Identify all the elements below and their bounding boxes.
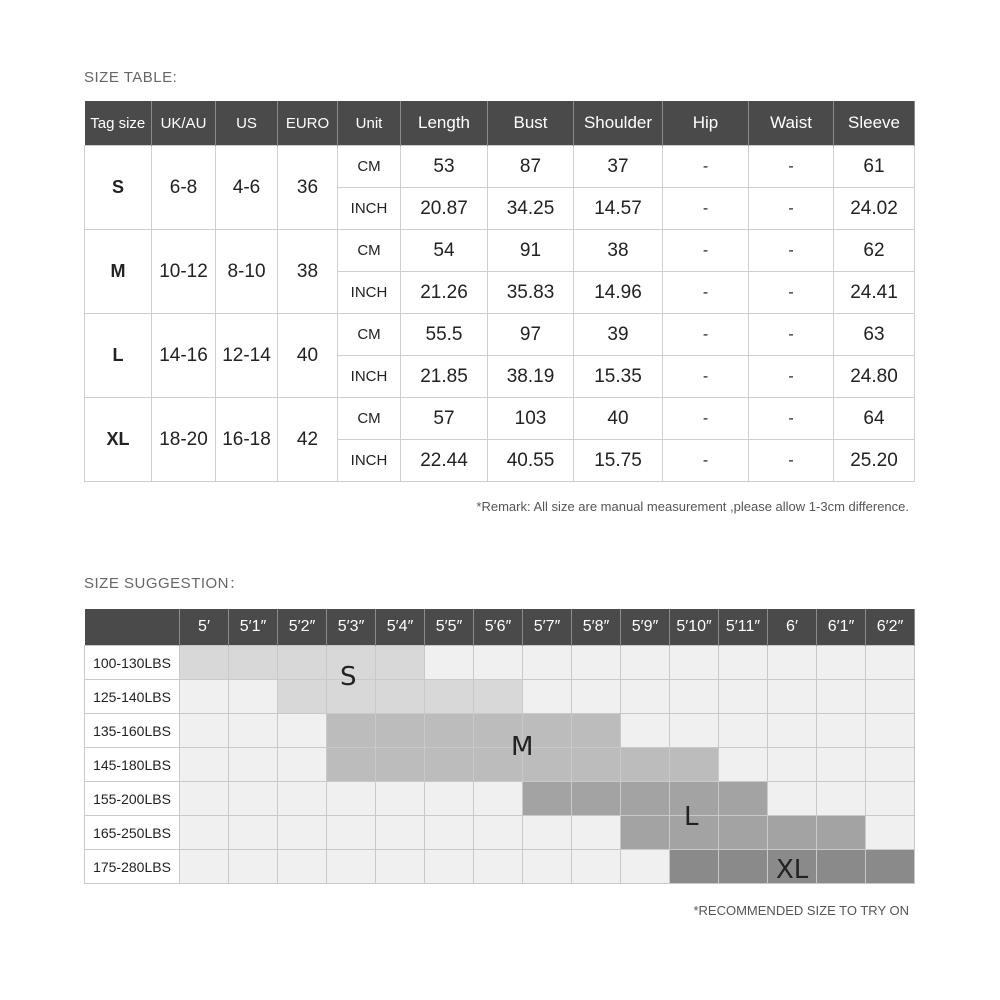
grid-cell-size-s <box>376 680 425 714</box>
height-header-row <box>85 609 915 646</box>
grid-cell-empty <box>572 816 621 850</box>
grid-cell-empty <box>670 714 719 748</box>
grid-cell-empty <box>817 782 866 816</box>
grid-cell-empty <box>278 816 327 850</box>
grid-cell-empty <box>180 680 229 714</box>
grid-cell-size-xl <box>719 850 768 884</box>
weight-label: 125-140LBS <box>85 680 180 714</box>
hip-cell: - <box>663 356 749 398</box>
sleeve-cell: 62 <box>834 230 915 272</box>
weight-label: 145-180LBS <box>85 748 180 782</box>
grid-cell-size-m <box>327 748 376 782</box>
header-length: Length <box>401 101 488 146</box>
us-cell: 8-10 <box>216 230 278 314</box>
grid-cell-empty <box>180 782 229 816</box>
zone-label-xl: XL <box>776 855 809 885</box>
grid-cell-empty <box>376 850 425 884</box>
unit-cell: CM <box>338 146 401 188</box>
grid-cell-empty <box>768 782 817 816</box>
grid-cell-empty <box>180 748 229 782</box>
header-tag-size: Tag size <box>85 101 152 146</box>
grid-cell-empty <box>474 782 523 816</box>
length-cell: 54 <box>401 230 488 272</box>
waist-cell: - <box>749 398 834 440</box>
weight-label: 135-160LBS <box>85 714 180 748</box>
shoulder-cell: 40 <box>574 398 663 440</box>
header-uk-au: UK/AU <box>152 101 216 146</box>
weight-label: 155-200LBS <box>85 782 180 816</box>
grid-cell-size-l <box>719 782 768 816</box>
size-table-body <box>85 146 915 482</box>
grid-cell-empty <box>229 816 278 850</box>
grid-cell-empty <box>866 680 915 714</box>
height-header: 5′ <box>180 609 229 646</box>
height-header: 5′9″ <box>621 609 670 646</box>
grid-cell-empty <box>229 850 278 884</box>
grid-cell-empty <box>425 850 474 884</box>
sleeve-cell: 24.41 <box>834 272 915 314</box>
height-header: 5′5″ <box>425 609 474 646</box>
waist-cell: - <box>749 440 834 482</box>
grid-cell-empty <box>327 816 376 850</box>
height-header: 5′2″ <box>278 609 327 646</box>
grid-cell-size-s <box>180 646 229 680</box>
grid-cell-empty <box>327 782 376 816</box>
hip-cell: - <box>663 440 749 482</box>
size-suggestion-footnote: *RECOMMENDED SIZE TO TRY ON <box>693 903 909 918</box>
grid-cell-size-s <box>425 680 474 714</box>
grid-cell-empty <box>327 850 376 884</box>
height-header: 5′3″ <box>327 609 376 646</box>
sleeve-cell: 24.02 <box>834 188 915 230</box>
bust-cell: 34.25 <box>488 188 574 230</box>
sleeve-cell: 64 <box>834 398 915 440</box>
header-sleeve: Sleeve <box>834 101 915 146</box>
tag-size-cell: M <box>85 230 152 314</box>
grid-cell-size-l <box>768 816 817 850</box>
bust-cell: 97 <box>488 314 574 356</box>
size-suggestion-body <box>85 646 915 884</box>
shoulder-cell: 38 <box>574 230 663 272</box>
waist-cell: - <box>749 146 834 188</box>
length-cell: 22.44 <box>401 440 488 482</box>
us-cell: 12-14 <box>216 314 278 398</box>
unit-cell: INCH <box>338 356 401 398</box>
us-cell: 16-18 <box>216 398 278 482</box>
waist-cell: - <box>749 356 834 398</box>
length-cell: 20.87 <box>401 188 488 230</box>
grid-cell-size-s <box>376 646 425 680</box>
size-row-xl-cm <box>85 398 915 440</box>
uk-au-cell: 10-12 <box>152 230 216 314</box>
grid-cell-empty <box>621 714 670 748</box>
grid-cell-empty <box>670 680 719 714</box>
waist-cell: - <box>749 314 834 356</box>
grid-cell-size-m <box>425 714 474 748</box>
unit-cell: CM <box>338 398 401 440</box>
sleeve-cell: 61 <box>834 146 915 188</box>
weight-row <box>85 714 915 748</box>
grid-cell-empty <box>866 646 915 680</box>
height-header: 6′ <box>768 609 817 646</box>
grid-cell-empty <box>425 782 474 816</box>
sleeve-cell: 25.20 <box>834 440 915 482</box>
grid-cell-size-s <box>278 680 327 714</box>
grid-cell-size-l <box>817 816 866 850</box>
grid-cell-empty <box>866 748 915 782</box>
hip-cell: - <box>663 188 749 230</box>
grid-cell-size-m <box>621 748 670 782</box>
waist-cell: - <box>749 188 834 230</box>
grid-cell-size-l <box>572 782 621 816</box>
height-header: 6′1″ <box>817 609 866 646</box>
shoulder-cell: 14.96 <box>574 272 663 314</box>
shoulder-cell: 39 <box>574 314 663 356</box>
unit-cell: INCH <box>338 188 401 230</box>
grid-cell-size-m <box>376 748 425 782</box>
weight-row <box>85 680 915 714</box>
grid-cell-empty <box>768 680 817 714</box>
grid-cell-empty <box>523 680 572 714</box>
grid-cell-empty <box>719 714 768 748</box>
grid-cell-size-l <box>621 816 670 850</box>
grid-cell-empty <box>866 782 915 816</box>
size-table <box>84 101 915 482</box>
weight-row <box>85 816 915 850</box>
bust-cell: 35.83 <box>488 272 574 314</box>
unit-cell: CM <box>338 314 401 356</box>
header-waist: Waist <box>749 101 834 146</box>
zone-label-l: L <box>684 802 699 832</box>
euro-cell: 42 <box>278 398 338 482</box>
length-cell: 57 <box>401 398 488 440</box>
size-table-remark: *Remark: All size are manual measurement ,please allow 1-3cm difference. <box>476 499 909 514</box>
grid-cell-empty <box>719 680 768 714</box>
hip-cell: - <box>663 314 749 356</box>
grid-cell-empty <box>278 748 327 782</box>
size-row-s-cm <box>85 146 915 188</box>
shoulder-cell: 15.35 <box>574 356 663 398</box>
header-bust: Bust <box>488 101 574 146</box>
grid-cell-size-m <box>572 714 621 748</box>
weight-row <box>85 782 915 816</box>
tag-size-cell: L <box>85 314 152 398</box>
grid-cell-empty <box>621 680 670 714</box>
grid-cell-empty <box>866 816 915 850</box>
size-table-header-row <box>85 101 915 146</box>
height-header: 5′10″ <box>670 609 719 646</box>
grid-cell-empty <box>278 714 327 748</box>
bust-cell: 87 <box>488 146 574 188</box>
grid-cell-empty <box>817 646 866 680</box>
weight-row <box>85 646 915 680</box>
grid-corner <box>85 609 180 646</box>
grid-cell-empty <box>866 714 915 748</box>
grid-cell-empty <box>523 646 572 680</box>
grid-cell-size-m <box>376 714 425 748</box>
grid-cell-empty <box>768 646 817 680</box>
zone-label-s: S <box>340 662 357 692</box>
grid-cell-empty <box>572 680 621 714</box>
grid-cell-empty <box>768 748 817 782</box>
grid-cell-empty <box>376 816 425 850</box>
grid-cell-empty <box>229 782 278 816</box>
length-cell: 53 <box>401 146 488 188</box>
grid-cell-empty <box>425 646 474 680</box>
grid-cell-empty <box>425 816 474 850</box>
zone-label-m: M <box>511 732 534 762</box>
height-header: 6′2″ <box>866 609 915 646</box>
grid-cell-empty <box>719 748 768 782</box>
height-header: 5′8″ <box>572 609 621 646</box>
grid-cell-size-xl <box>670 850 719 884</box>
euro-cell: 38 <box>278 230 338 314</box>
waist-cell: - <box>749 230 834 272</box>
grid-cell-size-m <box>670 748 719 782</box>
hip-cell: - <box>663 146 749 188</box>
euro-cell: 40 <box>278 314 338 398</box>
sleeve-cell: 24.80 <box>834 356 915 398</box>
grid-cell-size-m <box>327 714 376 748</box>
grid-cell-empty <box>817 714 866 748</box>
size-suggestion-title: SIZE SUGGESTION： <box>84 575 245 592</box>
grid-cell-empty <box>719 646 768 680</box>
size-row-l-cm <box>85 314 915 356</box>
grid-cell-empty <box>180 850 229 884</box>
grid-cell-empty <box>523 850 572 884</box>
grid-cell-empty <box>474 850 523 884</box>
grid-cell-empty <box>817 748 866 782</box>
grid-cell-empty <box>474 816 523 850</box>
height-header: 5′6″ <box>474 609 523 646</box>
uk-au-cell: 14-16 <box>152 314 216 398</box>
height-header: 5′1″ <box>229 609 278 646</box>
grid-cell-empty <box>278 782 327 816</box>
grid-cell-empty <box>523 816 572 850</box>
grid-cell-size-m <box>572 748 621 782</box>
grid-cell-empty <box>572 850 621 884</box>
grid-cell-size-s <box>229 646 278 680</box>
grid-cell-empty <box>229 680 278 714</box>
grid-cell-empty <box>278 850 327 884</box>
grid-cell-size-m <box>425 748 474 782</box>
length-cell: 21.85 <box>401 356 488 398</box>
header-hip: Hip <box>663 101 749 146</box>
height-header: 5′4″ <box>376 609 425 646</box>
header-us: US <box>216 101 278 146</box>
length-cell: 21.26 <box>401 272 488 314</box>
hip-cell: - <box>663 272 749 314</box>
grid-cell-size-l <box>523 782 572 816</box>
tag-size-cell: S <box>85 146 152 230</box>
grid-cell-size-xl <box>866 850 915 884</box>
size-table-title: SIZE TABLE: <box>84 69 178 86</box>
shoulder-cell: 37 <box>574 146 663 188</box>
grid-cell-size-s <box>474 680 523 714</box>
grid-cell-empty <box>670 646 719 680</box>
unit-cell: CM <box>338 230 401 272</box>
unit-cell: INCH <box>338 272 401 314</box>
grid-cell-size-xl <box>817 850 866 884</box>
header-shoulder: Shoulder <box>574 101 663 146</box>
grid-cell-empty <box>572 646 621 680</box>
unit-cell: INCH <box>338 440 401 482</box>
grid-cell-empty <box>768 714 817 748</box>
bust-cell: 40.55 <box>488 440 574 482</box>
weight-label: 100-130LBS <box>85 646 180 680</box>
uk-au-cell: 18-20 <box>152 398 216 482</box>
uk-au-cell: 6-8 <box>152 146 216 230</box>
tag-size-cell: XL <box>85 398 152 482</box>
shoulder-cell: 14.57 <box>574 188 663 230</box>
weight-label: 165-250LBS <box>85 816 180 850</box>
sleeve-cell: 63 <box>834 314 915 356</box>
header-unit: Unit <box>338 101 401 146</box>
grid-cell-size-l <box>621 782 670 816</box>
hip-cell: - <box>663 230 749 272</box>
height-header: 5′7″ <box>523 609 572 646</box>
header-euro: EURO <box>278 101 338 146</box>
bust-cell: 103 <box>488 398 574 440</box>
grid-cell-empty <box>817 680 866 714</box>
grid-cell-empty <box>474 646 523 680</box>
grid-cell-empty <box>180 714 229 748</box>
size-row-m-cm <box>85 230 915 272</box>
grid-cell-size-s <box>278 646 327 680</box>
shoulder-cell: 15.75 <box>574 440 663 482</box>
grid-cell-empty <box>229 748 278 782</box>
grid-cell-empty <box>180 816 229 850</box>
grid-cell-empty <box>376 782 425 816</box>
hip-cell: - <box>663 398 749 440</box>
weight-row <box>85 748 915 782</box>
height-header: 5′11″ <box>719 609 768 646</box>
weight-label: 175-280LBS <box>85 850 180 884</box>
size-suggestion-grid <box>84 609 915 884</box>
waist-cell: - <box>749 272 834 314</box>
bust-cell: 91 <box>488 230 574 272</box>
us-cell: 4-6 <box>216 146 278 230</box>
grid-cell-empty <box>229 714 278 748</box>
bust-cell: 38.19 <box>488 356 574 398</box>
grid-cell-empty <box>621 850 670 884</box>
euro-cell: 36 <box>278 146 338 230</box>
grid-cell-empty <box>621 646 670 680</box>
length-cell: 55.5 <box>401 314 488 356</box>
grid-cell-size-l <box>719 816 768 850</box>
